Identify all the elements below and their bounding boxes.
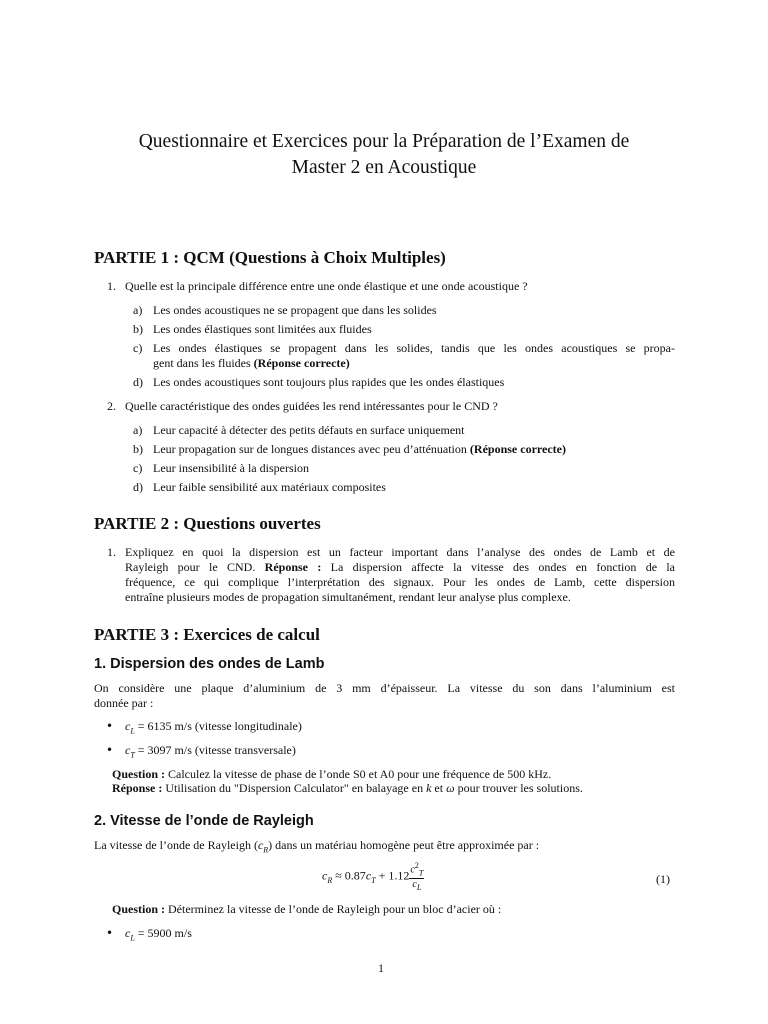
ex1-cl-value: = 6135 m/s (vitesse longitudinale)	[134, 719, 302, 733]
var-c: c	[257, 838, 264, 852]
q1-option-d: Les ondes acoustiques sont toujours plus rapides que les ondes élastiques	[153, 375, 505, 389]
p2-q1-line1: Expliquez en quoi la dispersion est un facteur important dans l’analyse des ondes de Lamb et de	[125, 545, 675, 559]
bullet-icon: •	[106, 743, 114, 757]
q1-text: Quelle est la principale différence entre une onde élastique et une onde acoustique ?	[125, 279, 528, 293]
ex2-cl-value: = 5900 m/s	[134, 926, 192, 940]
part2-heading: PARTIE 2 : Questions ouvertes	[94, 514, 321, 533]
var-c: c	[125, 926, 131, 940]
part1-heading: PARTIE 1 : QCM (Questions à Choix Multiples)	[94, 248, 446, 267]
q1-option-d-letter: d)	[133, 375, 143, 389]
q1-option-c-text: gent dans les fluides	[153, 356, 251, 370]
p2-q1-number: 1.	[107, 545, 116, 559]
ex2-question	[112, 902, 501, 917]
q2-text: Quelle caractéristique des ondes guidées les rend intéressantes pour le CND ?	[125, 399, 498, 413]
p2-q1-line2-answer: La dispersion affecte la vitesse des ondes en fonction de la	[330, 560, 676, 574]
var-c: c	[410, 864, 415, 876]
ex1-intro-line2: donnée par :	[94, 696, 154, 710]
bullet-icon: •	[106, 719, 114, 733]
ex1-ct-value: = 3097 m/s (vitesse transversale)	[134, 743, 296, 757]
q2-option-c: Leur insensibilité à la dispersion	[153, 461, 309, 475]
ex1-bullet-ct	[125, 743, 296, 762]
ex1-question	[112, 767, 551, 782]
var-k: k	[426, 781, 432, 795]
q2-option-b-text: Leur propagation sur de longues distances avec peu d’atténuation	[153, 442, 467, 456]
sub-r: R	[263, 845, 269, 855]
ex2-intro-a: La vitesse de l’onde de Rayleigh (	[94, 838, 258, 852]
ex2-intro	[94, 838, 539, 857]
page-number: 1	[378, 961, 384, 975]
sub-l: L	[416, 883, 422, 893]
q2-option-c-letter: c)	[133, 461, 143, 475]
q1-correct-mark: (Réponse correcte)	[253, 356, 350, 370]
p2-q1-line2-text: Rayleigh pour le CND.	[125, 560, 256, 574]
sup-2: 2	[414, 861, 419, 870]
eq-plus: + 1.12	[375, 868, 410, 883]
sub-t: T	[418, 868, 424, 878]
q1-option-a: Les ondes acoustiques ne se propagent que dans les solides	[153, 303, 437, 317]
var-c: c	[412, 879, 417, 891]
sub-t: T	[371, 875, 376, 885]
q1-option-c-line1: Les ondes élastiques se propagent dans les solides, tandis que les ondes acoustiques se propa-	[153, 341, 675, 355]
eq-denominator	[409, 879, 424, 893]
ex1-answer-text-a: Utilisation du "Dispersion Calculator" en balayage en	[165, 781, 424, 795]
sub-l: L	[130, 933, 135, 943]
q2-option-a-letter: a)	[133, 423, 143, 437]
ex1-answer-label: Réponse :	[112, 781, 163, 795]
ex1-bullet-cl	[125, 719, 302, 738]
ex1-answer-text-c: pour trouver les solutions.	[457, 781, 583, 795]
q1-option-c-letter: c)	[133, 341, 143, 355]
ex1-intro-line1: On considère une plaque d’aluminium de 3 mm d’épaisseur. La vitesse du son dans l’aluminium est	[94, 681, 675, 695]
q1-option-a-letter: a)	[133, 303, 143, 317]
ex1-question-text: Calculez la vitesse de phase de l’onde S0 et A0 pour une fréquence de 500 kHz.	[168, 767, 552, 781]
q1-option-b: Les ondes élastiques sont limitées aux fluides	[153, 322, 372, 336]
var-omega: ω	[446, 781, 455, 795]
title-line-1: Questionnaire et Exercices pour la Préparation de l’Examen de	[138, 131, 630, 152]
q1-option-c-line2	[153, 356, 350, 371]
ex1-answer-text-b: et	[434, 781, 444, 795]
ex2-intro-b: ) dans un matériau homogène peut être approximée par :	[268, 838, 540, 852]
ex2-bullet-cl	[125, 926, 192, 945]
ex2-question-label: Question :	[112, 902, 166, 916]
eq-mid: ≈ 0.87	[332, 868, 366, 883]
eq-numerator	[409, 860, 424, 879]
sub-t: T	[130, 750, 135, 760]
var-c: c	[125, 743, 131, 757]
q2-option-b-letter: b)	[133, 442, 143, 456]
sub-l: L	[130, 726, 135, 736]
ex1-question-label: Question :	[112, 767, 166, 781]
p2-answer-label: Réponse :	[264, 560, 322, 574]
p2-q1-line3: fréquence, ce qui complique l’interprétation des signaux. Pour les ondes de Lamb, cette dispersion	[125, 575, 675, 589]
p2-q1-line2	[125, 560, 675, 575]
ex1-answer	[112, 781, 583, 796]
ex1-heading: 1. Dispersion des ondes de Lamb	[94, 656, 325, 672]
eq-fraction	[409, 860, 424, 893]
q2-correct-mark: (Réponse correcte)	[469, 442, 566, 456]
q1-option-b-letter: b)	[133, 322, 143, 336]
var-c: c	[322, 868, 328, 883]
rayleigh-equation	[322, 860, 424, 893]
part3-heading: PARTIE 3 : Exercices de calcul	[94, 625, 320, 644]
p2-q1-line4: entraîne plusieurs modes de propagation simultanément, rendant leur analyse plus complexe.	[125, 590, 571, 604]
title-line-2: Master 2 en Acoustique	[291, 157, 477, 178]
q1-number: 1.	[107, 279, 116, 293]
ex2-question-text: Déterminez la vitesse de l’onde de Rayleigh pour un bloc d’acier où :	[168, 902, 502, 916]
q2-option-a: Leur capacité à détecter des petits défauts en surface uniquement	[153, 423, 465, 437]
sub-r: R	[327, 875, 333, 885]
var-c: c	[125, 719, 131, 733]
q2-option-d: Leur faible sensibilité aux matériaux composites	[153, 480, 386, 494]
var-c: c	[365, 868, 372, 883]
equation-number: (1)	[656, 872, 670, 886]
q2-option-b	[153, 442, 566, 457]
bullet-icon: •	[106, 926, 114, 940]
q2-number: 2.	[107, 399, 116, 413]
q2-option-d-letter: d)	[133, 480, 143, 494]
document-title	[60, 129, 708, 181]
ex2-heading: 2. Vitesse de l’onde de Rayleigh	[94, 813, 314, 829]
